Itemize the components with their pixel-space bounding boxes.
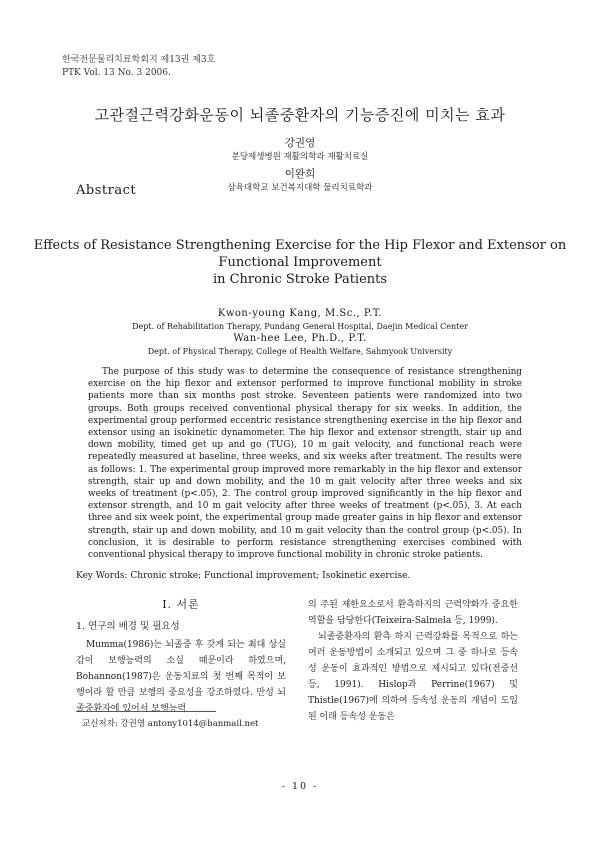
- journal-header: [62, 54, 215, 80]
- abstract-heading: Abstract: [76, 183, 137, 198]
- right-column-paragraph-1: 의 주된 제한요소로서 환측하지의 근력약화가 중요한 역할을 담당한다(Teixeira-Salmela 등, 1999).: [308, 600, 518, 626]
- english-author-2: Wan-hee Lee, Ph.D., P.T.: [233, 333, 367, 344]
- korean-author-2: 이완희: [284, 168, 316, 180]
- english-affiliation-2: Dept. of Physical Therapy, College of Health Welfare, Sahmyook University: [147, 347, 453, 356]
- right-column: [308, 597, 518, 725]
- subsection-heading: 1. 연구의 배경 및 필요성: [76, 621, 180, 632]
- left-column: [76, 597, 286, 717]
- korean-title: 고관절근력강화운동이 뇌졸중환자의 기능증진에 미치는 효과: [94, 106, 506, 124]
- footnote-divider: [76, 711, 216, 712]
- right-column-paragraph-2: 뇌졸중환자의 환측 하지 근력강화를 목적으로 하는 여러 운동방법이 소개되고 있으며 그 중 하나로 등속성 운동이 효과적인 방법으로 제시되고 있다(전중선 등, 1991). Hislop과 Perrine(1967) 및 Thistle(1967)에 의하여 등속성 운동의 개념이 도입된 이래 등속성 운동은: [308, 632, 518, 722]
- english-author-1: Kwon-young Kang, M.Sc., P.T.: [217, 308, 383, 319]
- left-column-paragraph: Mumma(1986)는 뇌졸중 후 갖게 되는 최대 상실감이 보행능력의 소실 때문이라 하였으며, Bohannon(1987)은 운동치료의 첫 번째 목적이 보행이라 할 만큼 보행의 중요성을 강조하였다. 만성 뇌졸중환자에 있어서 보행능력: [76, 640, 286, 714]
- korean-author-1: 강권영: [284, 137, 316, 149]
- korean-affiliation-2: 삼육대학교 보건복지대학 물리치료학과: [227, 183, 373, 193]
- keywords: Key Words: Chronic stroke; Functional improvement; Isokinetic exercise.: [76, 571, 411, 581]
- english-title-line-2: Functional Improvement: [218, 255, 382, 270]
- page-number: - 10 -: [281, 781, 319, 792]
- english-affiliation-1: Dept. of Rehabilitation Therapy, Pundang General Hospital, Daejin Medical Center: [132, 322, 468, 331]
- journal-volume: PTK Vol. 13 No. 3 2006.: [62, 68, 171, 78]
- section-heading: Ⅰ. 서론: [162, 598, 200, 611]
- journal-name-korean: 한국전문물리치료학회지 제13권 제3호: [62, 55, 216, 65]
- abstract-body: The purpose of this study was to determine the consequence of resistance strengthening exercise on the hip flexor and extensor performed to improve functional mobility in stroke patients more than six months post stroke. Seventeen patients were randomized into two groups. Both groups received conventional physical therapy for six weeks. In addition, the experimental group performed eccentric resistance strengthening exercise in the hip flexor and extensor using an isokinetic dynamometer. The hip flexor and extensor strength, stair up and down mobility, timed get up and go (TUG), 10 m gait velocity, and functional reach were repeatedly measured at baseline, three weeks, and six weeks after treatment. The results were as follows: 1. The experimental group improved more remarkably in the hip flexor and extensor strength, stair up and down mobility, and the 10 m gait velocity after three weeks and six weeks of treatment (p<.05), 2. The control group improved significantly in the hip flexor and extensor strength, and 10 m gait velocity after three weeks of treatment (p<.05), 3. At each three and six week point, the experimental group made greater gains in hip flexor and extensor strength, stair up and down mobility, and 10 m gait velocity than the control group (p<.05). In conclusion, it is desirable to perform resistance strengthening exercises combined with conventional physical therapy to improve functional mobility in chronic stroke patients.: [88, 367, 522, 561]
- footnote: 교신저자: 강권영 antony1014@hanmail.net: [82, 719, 259, 729]
- english-title-line-3: in Chronic Stroke Patients: [212, 272, 388, 287]
- korean-affiliation-1: 분당제생병원 재활의학과 재활치료실: [231, 152, 369, 162]
- english-title: [0, 237, 600, 288]
- english-title-line-1: Effects of Resistance Strengthening Exercise for the Hip Flexor and Extensor on: [33, 238, 567, 253]
